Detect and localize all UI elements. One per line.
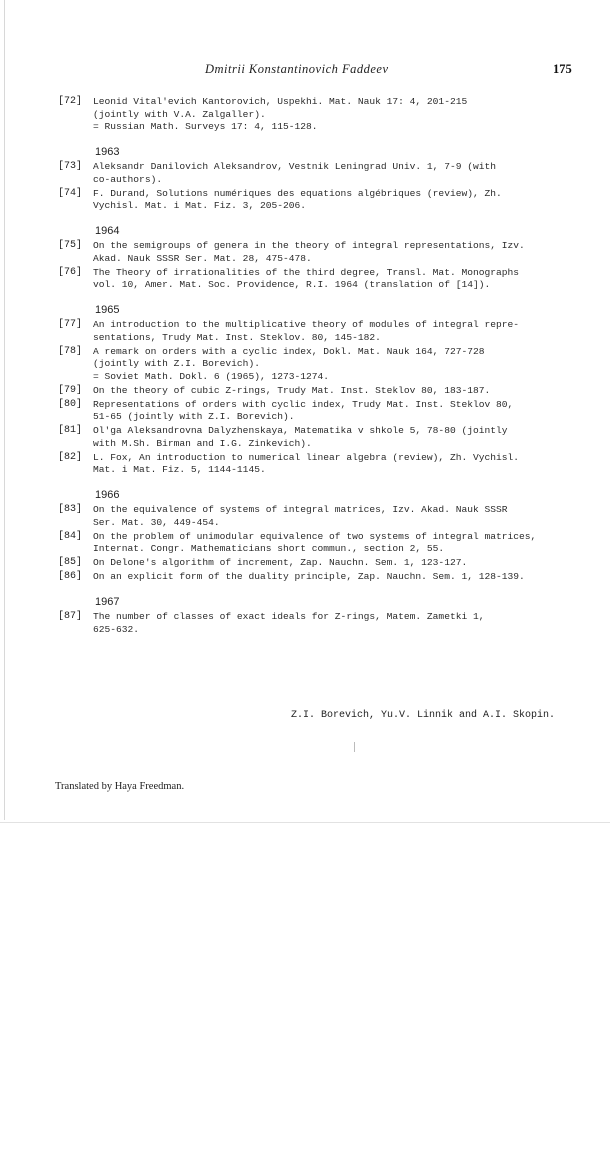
entry-line: 51-65 (jointly with Z.I. Borevich). [93, 411, 295, 422]
entry-line: co-authors). [93, 173, 163, 185]
entry-line: On the problem of unimodular equivalence of two systems of integral matrices, [93, 530, 537, 542]
entry-line: = Soviet Math. Dokl. 6 (1965), 1273-1274. [93, 370, 330, 382]
entry-number: [87] [58, 611, 83, 622]
entry-line: Akad. Nauk SSSR Ser. Mat. 28, 475-478. [93, 252, 312, 264]
entry-line: A remark on orders with a cyclic index, Dokl. Mat. Nauk 164, 727-728 [93, 345, 485, 357]
running-title: Dmitrii Konstantinovich Faddeev [205, 62, 389, 76]
entry-number: [73] [58, 161, 83, 172]
entry-text [93, 385, 593, 398]
entry-text [93, 557, 593, 570]
entry-text [93, 504, 593, 529]
entry-line: On an explicit form of the duality principle, Zap. Nauchn. Sem. 1, 128-139. [93, 571, 525, 582]
entry-line: (jointly with Z.I. Borevich). [93, 358, 260, 369]
entry-text [93, 346, 593, 384]
page-number: 175 [553, 62, 572, 76]
entry-number: [76] [58, 266, 83, 278]
entry-line: 625-632. [93, 623, 140, 635]
year-heading: 1963 [95, 146, 120, 158]
running-header [0, 62, 610, 80]
entry-line: On Delone's algorithm of increment, Zap. Nauchn. Sem. 1, 123-127. [93, 557, 468, 568]
entry-line: vol. 10, Amer. Mat. Soc. Providence, R.I. 1964 (translation of [14]). [93, 279, 491, 290]
entry-number: [84] [58, 530, 83, 542]
year-heading: 1965 [95, 304, 120, 316]
entry-text [93, 452, 593, 477]
entry-number: [85] [58, 557, 83, 568]
year-heading: 1966 [95, 489, 120, 501]
entry-line: An introduction to the multiplicative theory of modules of integral repre- [93, 319, 520, 330]
entry-number: [82] [58, 451, 83, 463]
entry-line: The Theory of irrationalities of the third degree, Transl. Mat. Monographs [93, 266, 520, 278]
page-bottom-rule [0, 822, 610, 823]
entry-text [93, 531, 593, 556]
entry-number: [77] [58, 319, 83, 330]
page-edge-rule [4, 0, 5, 820]
entry-number: [79] [58, 384, 83, 396]
entry-number: [74] [58, 187, 83, 199]
entry-number: [80] [58, 398, 83, 410]
entry-text [93, 425, 593, 450]
entry-line: On the equivalence of systems of integral matrices, Izv. Akad. Nauk SSSR [93, 504, 508, 515]
entry-line: = Russian Math. Surveys 17: 4, 115-128. [93, 121, 318, 132]
entry-text [93, 611, 593, 636]
year-heading: 1964 [95, 225, 120, 237]
year-heading: 1967 [95, 596, 120, 608]
entry-line: On the semigroups of genera in the theory of integral representations, Izv. [93, 240, 525, 251]
entry-line: The number of classes of exact ideals for Z-rings, Matem. Zametki 1, [93, 611, 485, 622]
entry-line: F. Durand, Solutions numériques des equations algébriques (review), Zh. [93, 187, 502, 199]
signature: Z.I. Borevich, Yu.V. Linnik and A.I. Skopin. [291, 710, 556, 721]
entry-line: Mat. i Mat. Fiz. 5, 1144-1145. [93, 464, 266, 475]
entry-text [93, 240, 593, 265]
entry-text [93, 188, 593, 213]
margin-mark [354, 742, 355, 752]
entry-number: [72] [58, 96, 83, 107]
entry-line: On the theory of cubic Z-rings, Trudy Mat. Inst. Steklov 80, 183-187. [93, 384, 491, 396]
entry-number: [78] [58, 345, 83, 357]
translator-note: Translated by Haya Freedman. [55, 781, 185, 792]
entry-line: (jointly with V.A. Zalgaller). [93, 108, 266, 120]
entry-line: Aleksandr Danilovich Aleksandrov, Vestnik Leningrad Univ. 1, 7-9 (with [93, 161, 497, 172]
entry-line: sentations, Trudy Mat. Inst. Steklov. 80, 145-182. [93, 331, 381, 343]
entry-line: Vychisl. Mat. i Mat. Fiz. 3, 205-206. [93, 200, 307, 211]
entry-text [93, 399, 593, 424]
entry-text [93, 96, 593, 134]
entry-line: Ser. Mat. 30, 449-454. [93, 516, 220, 528]
entry-text [93, 319, 593, 344]
entry-line: Ol'ga Aleksandrovna Dalyzhenskaya, Matematika v shkole 5, 78-80 (jointly [93, 425, 508, 436]
entry-number: [75] [58, 240, 83, 251]
entry-line: L. Fox, An introduction to numerical linear algebra (review), Zh. Vychisl. [93, 451, 520, 463]
entry-number: [83] [58, 504, 83, 515]
entry-line: Representations of orders with cyclic index, Trudy Mat. Inst. Steklov 80, [93, 398, 514, 410]
entry-text [93, 267, 593, 292]
entry-number: [81] [58, 425, 83, 436]
entry-line: Leonid Vital'evich Kantorovich, Uspekhi. Mat. Nauk 17: 4, 201-215 [93, 96, 468, 107]
entry-line: Internat. Congr. Mathematicians short commun., section 2, 55. [93, 543, 445, 554]
entry-line: with M.Sh. Birman and I.G. Zinkevich). [93, 437, 312, 449]
entry-number: [86] [58, 571, 83, 582]
entry-text [93, 161, 593, 186]
entry-text [93, 571, 593, 584]
